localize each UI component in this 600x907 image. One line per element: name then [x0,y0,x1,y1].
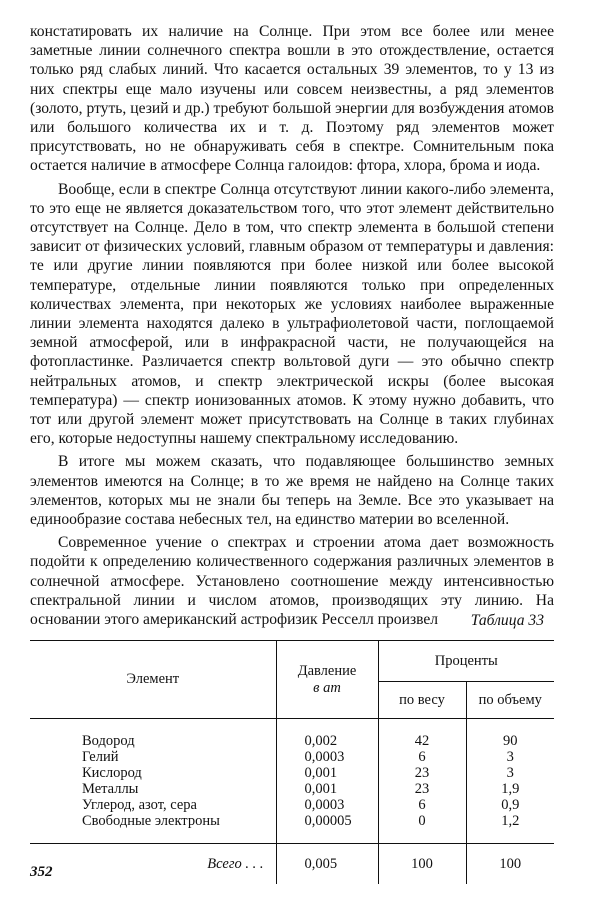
composition-table [30,640,554,884]
row-weight: 23 [378,765,466,781]
row-weight: 0 [378,813,466,844]
row-pressure: 0,001 [276,781,378,797]
table-caption: Таблица 33 [470,612,544,629]
row-element: Углерод, азот, сера [82,797,197,813]
header-percent: Проценты [378,641,554,682]
page-number: 352 [30,864,53,880]
row-volume: 1,9 [466,781,554,797]
row-element: Водород [30,719,276,750]
header-pressure [276,641,378,719]
paragraph: Современное учение о спектрах и строении атома дает возможность подойти к определению количественного содержания различных элементов в солнечной атмосфере. Установлено соотношение между интенсивностью спектральной линии и числом атомов, производящих эту линию. На основании этого американский астрофизик Ресселл произвел [30,534,554,629]
total-weight: 100 [378,844,466,885]
header-pressure-label: Давление [297,662,357,679]
row-volume: 3 [466,765,554,781]
table-total-row [30,844,554,885]
header-by-volume: по объему [466,682,554,719]
table-row [30,765,554,781]
row-pressure: 0,002 [276,719,378,750]
paragraph: В итоге мы можем сказать, что подавляющее большинство земных элементов имеются на Солнце; в то же время не найдено на Солнце таких элементов, которых мы не знали бы теперь на Земле. Все это указывает на единообразие состава небесных тел, на единство материи во вселенной. [30,453,554,529]
row-pressure: 0,0003 [276,797,378,813]
table-row [30,719,554,750]
paragraph: констатировать их наличие на Солнце. При этом все более или менее заметные линии солнечного спектра вошли в это отождествление, остается только ряд слабых линий. Что касается остальных 39 элементов, то у 13 из них спектры еще мало изучены или совсем неизвестны, а ряд элементов (золото, ртуть, цезий и др.) требуют большой энергии для возбуждения атомов или большого количества их и т. д. Поэтому ряд элементов может присутствовать, но не обнаруживать себя в спектре. Сомнительным пока остается наличие в атмосфере Солнца галоидов: фтора, хлора, брома и иода. [30,23,554,175]
paragraph: Вообще, если в спектре Солнца отсутствуют линии какого-либо элемента, то это еще не является доказательством того, что этот элемент действительно отсутствует на Солнце. Дело в том, что спектр элемента в большой степени зависит от физических условий, главным образом от температуры и давления: те или другие линии появляются при более низкой или более высокой температуре, отдельные линии появляются только при определенных количествах элемента, при некоторых же условиях наиболее выраженные линии элемента находятся далеко в ультрафиолетовой части, поглощаемой земной атмосферой, или в инфракрасной части, не получающейся на фотопластинке. Различается спектр вольтовой дуги — это обычно спектр нейтральных атомов, и спектр электрической искры (более высокая температура) — спектр ионизованных атомов. К этому нужно добавить, что тот или другой элемент может присутствовать на Солнце в таких глубинах его, которые недоступны нашему спектральному исследованию. [30,180,554,448]
row-element: Свободные электроны [82,813,220,829]
table-row [30,797,554,813]
row-element: Гелий [82,749,119,765]
header-element: Элемент [30,641,276,719]
header-pressure-unit: в ат [313,679,341,696]
row-pressure: 0,00005 [276,813,378,844]
table-row [30,781,554,797]
body-text [30,22,554,629]
row-element: Металлы [82,781,139,797]
row-weight: 23 [378,781,466,797]
row-weight: 42 [378,719,466,750]
row-volume: 3 [466,749,554,765]
total-volume: 100 [466,844,554,885]
total-pressure: 0,005 [276,844,378,885]
row-element: Кислород [82,765,142,781]
row-weight: 6 [378,797,466,813]
row-volume: 1,2 [466,813,554,844]
row-weight: 6 [378,749,466,765]
table-row [30,813,554,844]
total-label: Всего . . . [30,844,276,885]
header-by-weight: по весу [378,682,466,719]
table-row [30,749,554,765]
row-volume: 90 [466,719,554,750]
row-pressure: 0,0003 [276,749,378,765]
row-pressure: 0,001 [276,765,378,781]
row-volume: 0,9 [466,797,554,813]
